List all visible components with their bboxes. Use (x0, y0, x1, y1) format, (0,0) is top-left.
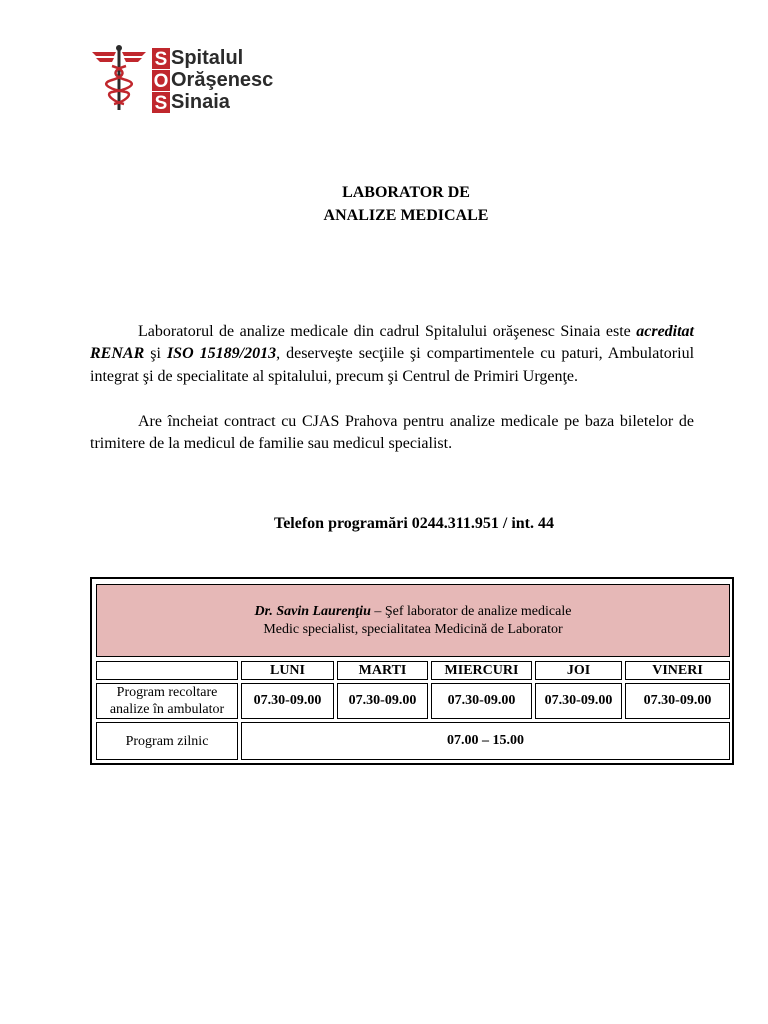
day-miercuri: MIERCURI (431, 661, 532, 680)
accreditation-iso: ISO 15189/2013 (166, 345, 277, 363)
logo-line-3: Sinaia (171, 91, 230, 113)
svg-text:S: S (154, 93, 168, 114)
time-luni: 07.30-09.00 (241, 683, 334, 719)
doctor-specialty: Medic specialist, specialitatea Medicină de Laborator (263, 621, 563, 637)
time-vineri: 07.30-09.00 (625, 683, 730, 719)
svg-text:O: O (153, 71, 169, 92)
logo-line-1: Spitalul (171, 47, 244, 69)
page-title-line-1: LABORATOR DE (342, 184, 470, 201)
doctor-name: Dr. Savin Laurenţiu (254, 603, 371, 619)
row-label-recoltare: Program recoltare analize în ambulator (96, 683, 238, 719)
intro-text: , deserveşte secţiile şi compartimentele cu paturi, Ambulatoriul integrat şi de specialitate al spitalului, precum şi Centrul de Primiri Urgenţe. (90, 345, 695, 385)
hospital-logo (90, 44, 280, 116)
intro-text: Laboratorul de analize medicale din cadrul Spitalului orăşenesc Sinaia este (138, 323, 637, 340)
phone-line: Telefon programări 0244.311.951 / int. 44 (274, 515, 554, 532)
time-joi: 07.30-09.00 (535, 683, 622, 719)
intro-paragraph-1 (90, 321, 694, 388)
day-joi: JOI (535, 661, 622, 680)
intro-paragraph-2: Are încheiat contract cu CJAS Prahova pentru analize medicale pe baza biletelor de trimitere de la medicul de familie sau medicul specialist. (90, 413, 694, 453)
logo-line-2: Orăşenesc (171, 69, 274, 91)
schedule-table (90, 577, 734, 765)
schedule-header (96, 584, 730, 657)
intro-text: şi (144, 345, 167, 363)
corner-cell (96, 661, 238, 680)
doctor-role: – Şef laborator de analize medicale (370, 603, 572, 619)
day-marti: MARTI (337, 661, 428, 680)
time-zilnic: 07.00 – 15.00 (241, 722, 730, 760)
day-vineri: VINERI (625, 661, 730, 680)
day-luni: LUNI (241, 661, 334, 680)
page-title-line-2: ANALIZE MEDICALE (323, 207, 489, 224)
time-miercuri: 07.30-09.00 (431, 683, 532, 719)
row-label-zilnic: Program zilnic (96, 722, 238, 760)
svg-text:S: S (154, 49, 168, 70)
accreditation-renar: acreditat RENAR (90, 323, 694, 363)
time-marti: 07.30-09.00 (337, 683, 428, 719)
